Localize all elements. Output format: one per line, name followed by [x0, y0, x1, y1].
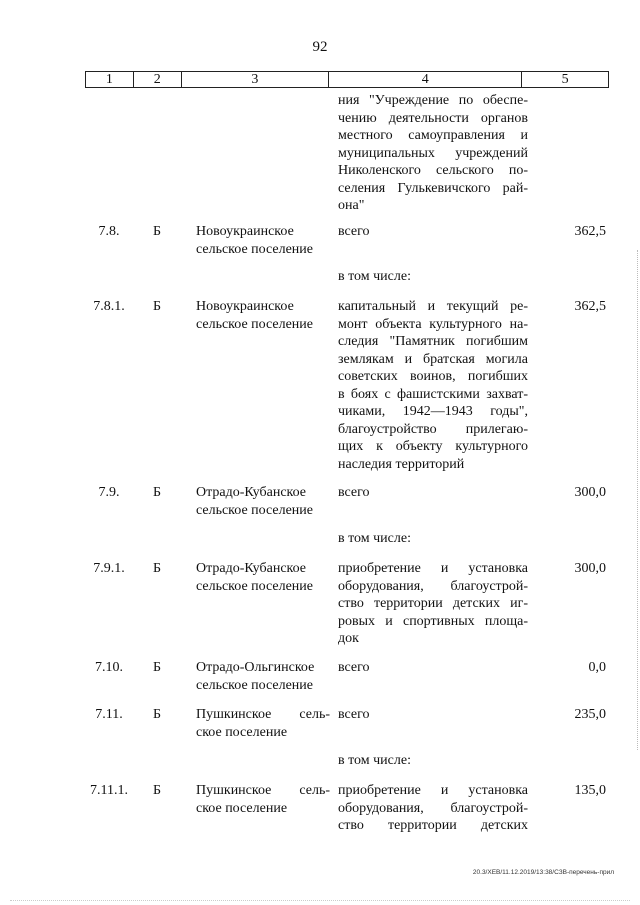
row-settlement — [196, 560, 330, 595]
row-description — [338, 223, 528, 241]
v-tom-chisle-label: в том числе: — [338, 753, 411, 768]
description-line: щих к объекту культурного — [338, 439, 528, 454]
row-description — [338, 484, 528, 502]
description-line: всего — [338, 224, 370, 239]
row-category: Б — [152, 299, 162, 314]
row-description — [338, 298, 528, 473]
description-line: благоустройство прилегаю- — [338, 421, 528, 437]
row-number: 7.8.1. — [93, 299, 125, 314]
row-category: Б — [152, 224, 162, 239]
settlement-line: Пушкинское сель- — [196, 707, 330, 722]
row-category: Б — [152, 783, 162, 798]
description-line: монт объекта культурного на- — [338, 316, 528, 332]
row-settlement — [196, 706, 330, 741]
row-amount: 135,0 — [574, 783, 606, 798]
table-header-row — [85, 71, 609, 88]
continuation-line: муниципальных учреждений — [338, 145, 528, 161]
row-number: 7.9.1. — [93, 561, 125, 576]
settlement-line: сельское поселение — [196, 241, 313, 257]
v-tom-chisle-label: в том числе: — [338, 269, 411, 284]
description-line: всего — [338, 660, 370, 675]
description-line: ство территории детских иг- — [338, 596, 528, 611]
row-number: 7.11. — [95, 707, 123, 722]
description-line: советских воинов, погибших — [338, 369, 528, 384]
row-amount: 235,0 — [574, 707, 606, 722]
description-line: приобретение и установка — [338, 561, 528, 576]
description-line: всего — [338, 707, 370, 722]
row-description — [338, 706, 528, 724]
description-line: наследия территорий — [338, 456, 465, 472]
row-category: Б — [152, 707, 162, 722]
row-amount: 362,5 — [574, 299, 606, 314]
continuation-text — [338, 92, 528, 215]
row-number: 7.11.1. — [90, 783, 128, 798]
header-col-3: 3 — [182, 72, 329, 87]
row-amount: 300,0 — [574, 561, 606, 576]
row-settlement — [196, 484, 330, 519]
settlement-line: ское поселение — [196, 724, 288, 740]
description-line: ство территории детских — [338, 818, 528, 833]
header-col-5: 5 — [561, 72, 569, 87]
row-category: Б — [152, 660, 162, 675]
row-category: Б — [152, 561, 162, 576]
continuation-line: Николенского сельского по- — [338, 163, 528, 178]
settlement-line: сельское поселение — [196, 677, 313, 693]
row-settlement — [196, 659, 330, 694]
settlement-line: сельское поселение — [196, 502, 313, 518]
row-description — [338, 659, 528, 677]
row-settlement — [196, 782, 330, 817]
settlement-line: Отрадо-Кубанское — [196, 561, 307, 576]
row-description — [338, 782, 528, 835]
header-col-2: 2 — [134, 72, 182, 87]
description-line: в боях с фашистскими захват- — [338, 386, 528, 402]
description-line: оборудования, благоустрой- — [338, 800, 528, 816]
continuation-line: селения Гулькевичского рай- — [338, 180, 528, 196]
description-line: ровых и спортивных площа- — [338, 613, 528, 629]
v-tom-chisle-label: в том числе: — [338, 531, 411, 546]
settlement-line: Новоукраинское — [196, 299, 294, 314]
row-amount: 0,0 — [588, 660, 606, 675]
page-number: 92 — [312, 39, 328, 55]
row-amount: 300,0 — [574, 485, 606, 500]
continuation-line: ния "Учреждение по обеспе- — [338, 93, 528, 108]
settlement-line: Пушкинское сель- — [196, 783, 330, 798]
description-line: капитальный и текущий ре- — [338, 299, 528, 314]
row-amount: 362,5 — [574, 224, 606, 239]
description-line: землякам и братская могила — [338, 351, 528, 367]
scan-edge-artifact — [633, 250, 638, 750]
description-line: всего — [338, 485, 370, 500]
description-line: приобретение и установка — [338, 783, 528, 798]
footer-code: 20.3/ХЕВ/11.12.2019/13:38/СЗВ-перечень-прил — [472, 869, 614, 876]
settlement-line: сельское поселение — [196, 578, 313, 594]
settlement-line: сельское поселение — [196, 316, 313, 332]
header-col-1: 1 — [86, 72, 134, 87]
continuation-line: чению деятельности органов — [338, 110, 528, 126]
continuation-line: она" — [338, 198, 365, 213]
row-settlement — [196, 298, 330, 333]
row-settlement — [196, 223, 330, 258]
settlement-line: Отрадо-Кубанское — [196, 485, 307, 500]
row-category: Б — [152, 485, 162, 500]
row-number: 7.10. — [95, 660, 123, 675]
scan-bottom-artifact — [10, 899, 630, 901]
continuation-line: местного самоуправления и — [338, 128, 528, 143]
settlement-line: Отрадо-Ольгинское — [196, 660, 315, 675]
settlement-line: ское поселение — [196, 800, 288, 816]
description-line: оборудования, благоустрой- — [338, 578, 528, 594]
header-col-4: 4 — [329, 72, 522, 87]
description-line: док — [338, 631, 359, 646]
row-number: 7.8. — [98, 224, 120, 239]
description-line: следия "Памятник погибшим — [338, 334, 528, 349]
description-line: чиками, 1942—1943 годы", — [338, 404, 528, 419]
row-number: 7.9. — [98, 485, 120, 500]
settlement-line: Новоукраинское — [196, 224, 294, 239]
row-description — [338, 560, 528, 648]
